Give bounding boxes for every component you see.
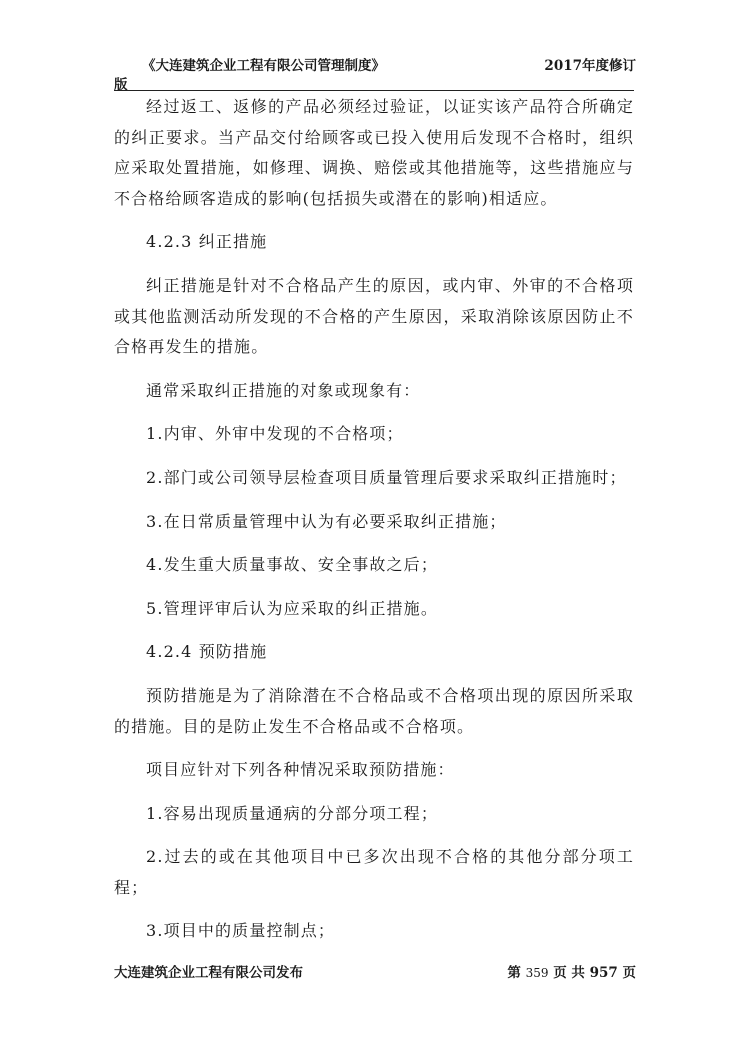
list-item-preventive-2: 2.过去的或在其他项目中已多次出现不合格的其他分部分项工程；: [114, 847, 634, 897]
footer-page-number: [507, 961, 636, 981]
list-item-preventive-3: 3.项目中的质量控制点；: [146, 921, 336, 941]
footer-page-suffix: 页: [622, 965, 636, 981]
paragraph-preventive-definition: 预防措施是为了消除潜在不合格品或不合格项出现的原因所采取的措施。目的是防止发生不合格品或不合格项。: [114, 685, 634, 736]
footer-page-total: 957: [589, 965, 618, 981]
paragraph-preventive-situations-intro: 项目应针对下列各种情况采取预防措施：: [146, 760, 455, 780]
footer-page-current: 359: [525, 966, 549, 980]
header-edition-wrap: 版: [114, 77, 128, 93]
list-item-corrective-4: 4.发生重大质量事故、安全事故之后；: [146, 555, 438, 575]
footer-publisher: 大连建筑企业工程有限公司发布: [114, 965, 303, 981]
paragraph-rework-verification: 经过返工、返修的产品必须经过验证，以证实该产品符合所确定的纠正要求。当产品交付给顾客或已投入使用后发现不合格时，组织应采取处置措施，如修理、调换、赔偿或其他措施等，这些措施应与不合格给顾客造成的影响(包括损失或潜在的影响)相适应。: [114, 97, 634, 208]
section-heading-4-2-3: 4.2.3 纠正措施: [146, 232, 268, 252]
header-edition: 2017年度修订: [544, 58, 636, 74]
paragraph-corrective-objects-intro: 通常采取纠正措施的对象或现象有：: [146, 380, 421, 400]
document-body: [114, 92, 634, 947]
header-divider: [114, 90, 634, 91]
footer-page-mid: 页 共: [553, 965, 585, 981]
paragraph-corrective-definition: 纠正措施是针对不合格品产生的原因，或内审、外审的不合格项或其他监测活动所发现的不合格的产生原因，采取消除该原因防止不合格再发生的措施。: [114, 275, 634, 357]
list-item-corrective-2: 2.部门或公司领导层检查项目质量管理后要求采取纠正措施时；: [146, 467, 627, 487]
list-item-corrective-3: 3.在日常质量管理中认为有必要采取纠正措施；: [146, 511, 507, 531]
list-item-corrective-1: 1.内审、外审中发现的不合格项；: [146, 424, 404, 444]
list-item-preventive-1: 1.容易出现质量通病的分部分项工程；: [146, 803, 438, 823]
footer-page-prefix: 第: [507, 965, 521, 981]
list-item-corrective-5: 5.管理评审后认为应采取的纠正措施。: [146, 598, 438, 618]
header-title: 《大连建筑企业工程有限公司管理制度》: [142, 58, 385, 74]
section-heading-4-2-4: 4.2.4 预防措施: [146, 642, 268, 662]
